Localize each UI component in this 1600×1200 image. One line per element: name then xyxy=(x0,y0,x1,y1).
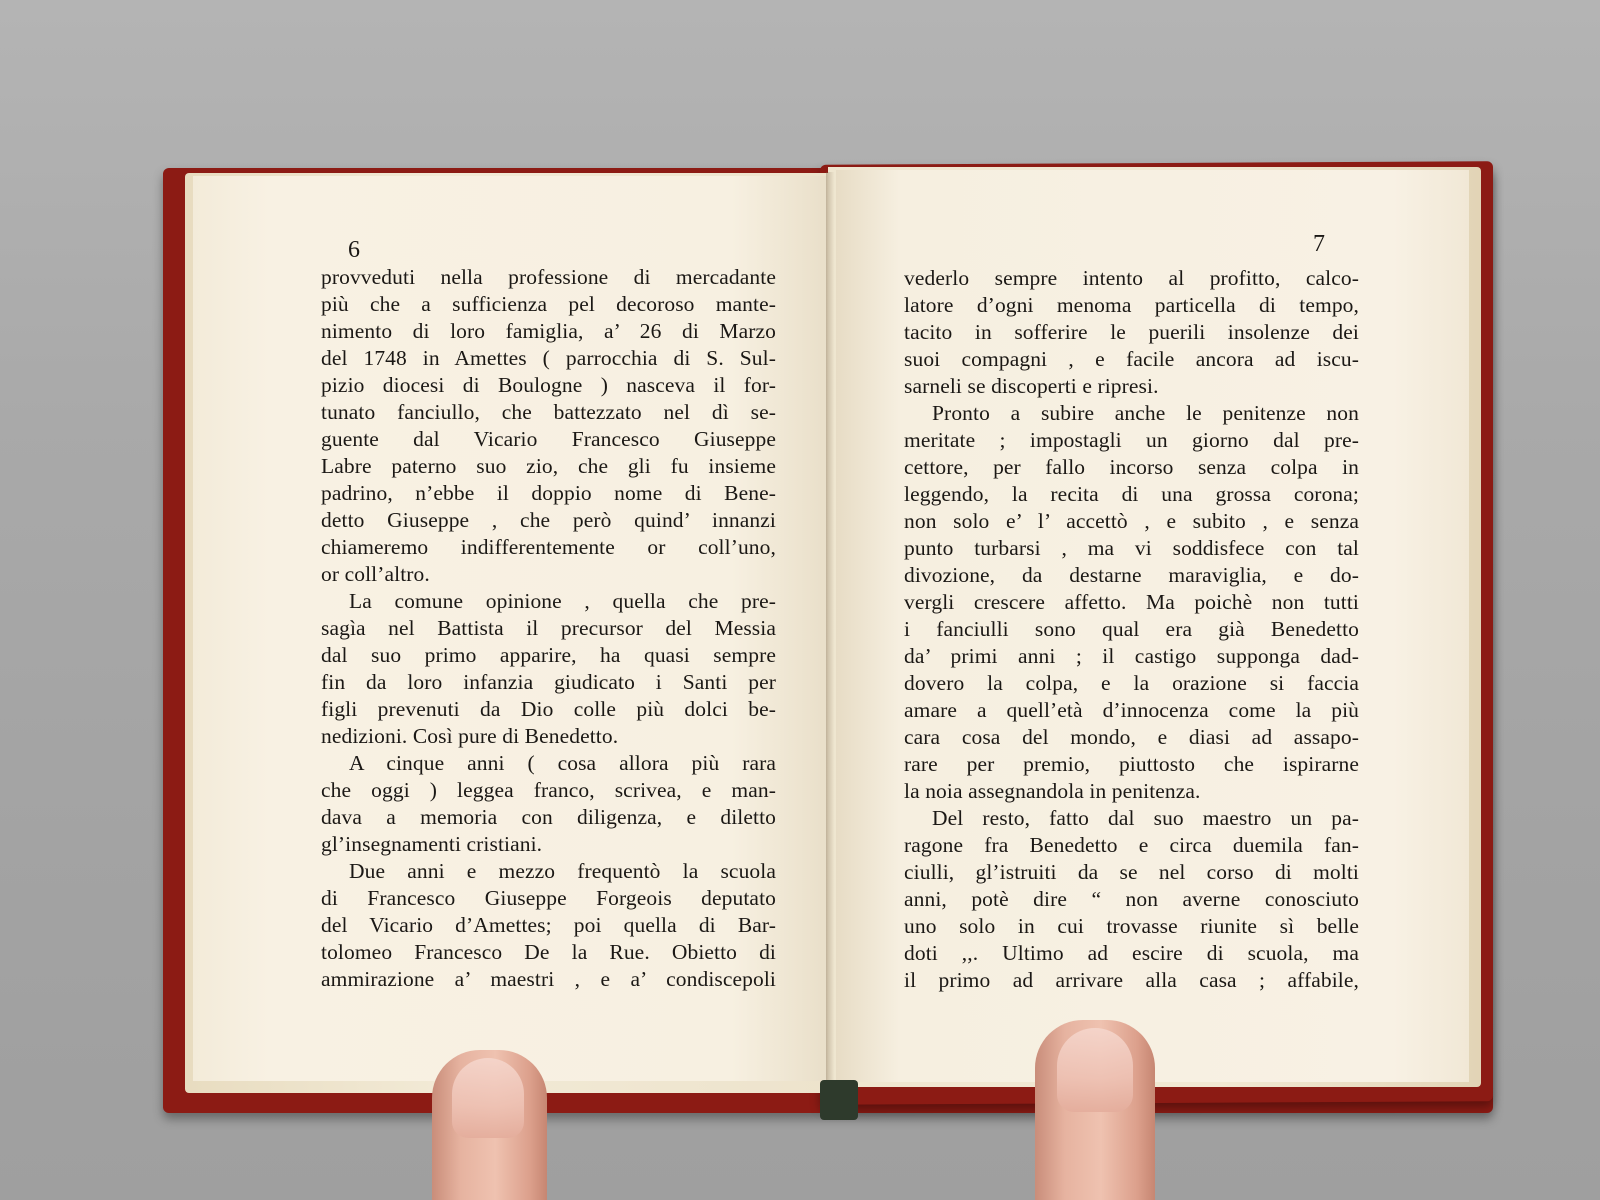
text-line: pizio diocesi di Boulogne ) nasceva il for- xyxy=(321,373,776,397)
text-line: ciulli, gl’istruiti da se nel corso di molti xyxy=(904,860,1359,884)
text-line: tolomeo Francesco De la Rue. Obietto di xyxy=(321,940,776,964)
text-line: suoi compagni , e facile ancora ad iscu- xyxy=(904,347,1359,371)
text-line: doti ,,. Ultimo ad escire di scuola, ma xyxy=(904,941,1359,965)
text-line: meritate ; impostagli un giorno dal pre- xyxy=(904,428,1359,452)
text-line: ragone fra Benedetto e circa duemila fan- xyxy=(904,833,1359,857)
text-line: detto Giuseppe , che però quind’ innanzi xyxy=(321,508,776,532)
text-line: provveduti nella professione di mercadante xyxy=(321,265,776,289)
text-line: che oggi ) leggea franco, scrivea, e man- xyxy=(321,778,776,802)
text-line: latore d’ogni menoma particella di tempo, xyxy=(904,293,1359,317)
bookmark-ribbon xyxy=(820,1080,858,1120)
text-line: vederlo sempre intento al profitto, calco- xyxy=(904,266,1359,290)
text-line: tacito in sofferire le puerili insolenze dei xyxy=(904,320,1359,344)
text-line: guente dal Vicario Francesco Giuseppe xyxy=(321,427,776,451)
text-line: fin da loro infanzia giudicato i Santi per xyxy=(321,670,776,694)
right-thumb xyxy=(1035,1020,1155,1200)
text-line: amare a quell’età d’innocenza come la più xyxy=(904,698,1359,722)
page-number-left: 6 xyxy=(348,237,360,263)
text-line: Due anni e mezzo frequentò la scuola xyxy=(349,859,776,883)
text-line: gl’insegnamenti cristiani. xyxy=(321,832,543,856)
text-line: padrino, n’ebbe il doppio nome di Bene- xyxy=(321,481,776,505)
text-line: sagìa nel Battista il precursor del Messia xyxy=(321,616,776,640)
text-line: Labre paterno suo zio, che gli fu insieme xyxy=(321,454,776,478)
text-line: dava a memoria con diligenza, e diletto xyxy=(321,805,776,829)
text-line: dal suo primo apparire, ha quasi sempre xyxy=(321,643,776,667)
thumbnail-right xyxy=(1057,1028,1133,1112)
text-line: divozione, da destarne maraviglia, e do- xyxy=(904,563,1359,587)
text-line: leggendo, la recita di una grossa corona; xyxy=(904,482,1359,506)
text-line: del 1748 in Amettes ( parrocchia di S. Sul- xyxy=(321,346,776,370)
text-line: sarneli se discoperti e ripresi. xyxy=(904,374,1159,398)
text-line: uno solo in cui trovasse riunite sì belle xyxy=(904,914,1359,938)
left-page xyxy=(193,176,827,1081)
page-number-right: 7 xyxy=(1313,231,1325,257)
text-line: più che a sufficienza pel decoroso mante- xyxy=(321,292,776,316)
text-line: dovero la colpa, e la orazione si faccia xyxy=(904,671,1359,695)
right-page xyxy=(836,170,1469,1082)
text-line: Del resto, fatto dal suo maestro un pa- xyxy=(932,806,1359,830)
text-line: il primo ad arrivare alla casa ; affabile, xyxy=(904,968,1359,992)
text-line: vergli crescere affetto. Ma poichè non tutti xyxy=(904,590,1359,614)
text-line: anni, potè dire “ non averne conosciuto xyxy=(904,887,1359,911)
thumbnail-left xyxy=(452,1058,524,1138)
text-line: i fanciulli sono qual era già Benedetto xyxy=(904,617,1359,641)
text-line: rare per premio, piuttosto che ispirarne xyxy=(904,752,1359,776)
text-line: da’ primi anni ; il castigo supponga dad- xyxy=(904,644,1359,668)
text-line: tunato fanciullo, che battezzato nel dì se- xyxy=(321,400,776,424)
text-line: di Francesco Giuseppe Forgeois deputato xyxy=(321,886,776,910)
book-gutter xyxy=(826,172,840,1092)
left-thumb xyxy=(432,1050,547,1200)
text-line: nimento di loro famiglia, a’ 26 di Marzo xyxy=(321,319,776,343)
text-line: punto turbarsi , ma vi soddisfece con tal xyxy=(904,536,1359,560)
text-line: ammirazione a’ maestri , e a’ condiscepoli xyxy=(321,967,776,991)
text-line: del Vicario d’Amettes; poi quella di Bar- xyxy=(321,913,776,937)
text-line: cara cosa del mondo, e diasi ad assapo- xyxy=(904,725,1359,749)
text-line: chiameremo indifferentemente or coll’uno, xyxy=(321,535,776,559)
text-line: figli prevenuti da Dio colle più dolci be- xyxy=(321,697,776,721)
right-page-text xyxy=(904,265,1359,994)
text-line: A cinque anni ( cosa allora più rara xyxy=(349,751,776,775)
text-line: la noia assegnandola in penitenza. xyxy=(904,779,1201,803)
left-page-text xyxy=(321,264,776,993)
text-line: or coll’altro. xyxy=(321,562,430,586)
text-line: cettore, per fallo incorso senza colpa in xyxy=(904,455,1359,479)
text-line: non solo e’ l’ accettò , e subito , e senza xyxy=(904,509,1359,533)
text-line: Pronto a subire anche le penitenze non xyxy=(932,401,1359,425)
text-line: nedizioni. Così pure di Benedetto. xyxy=(321,724,619,748)
text-line: La comune opinione , quella che pre- xyxy=(349,589,776,613)
